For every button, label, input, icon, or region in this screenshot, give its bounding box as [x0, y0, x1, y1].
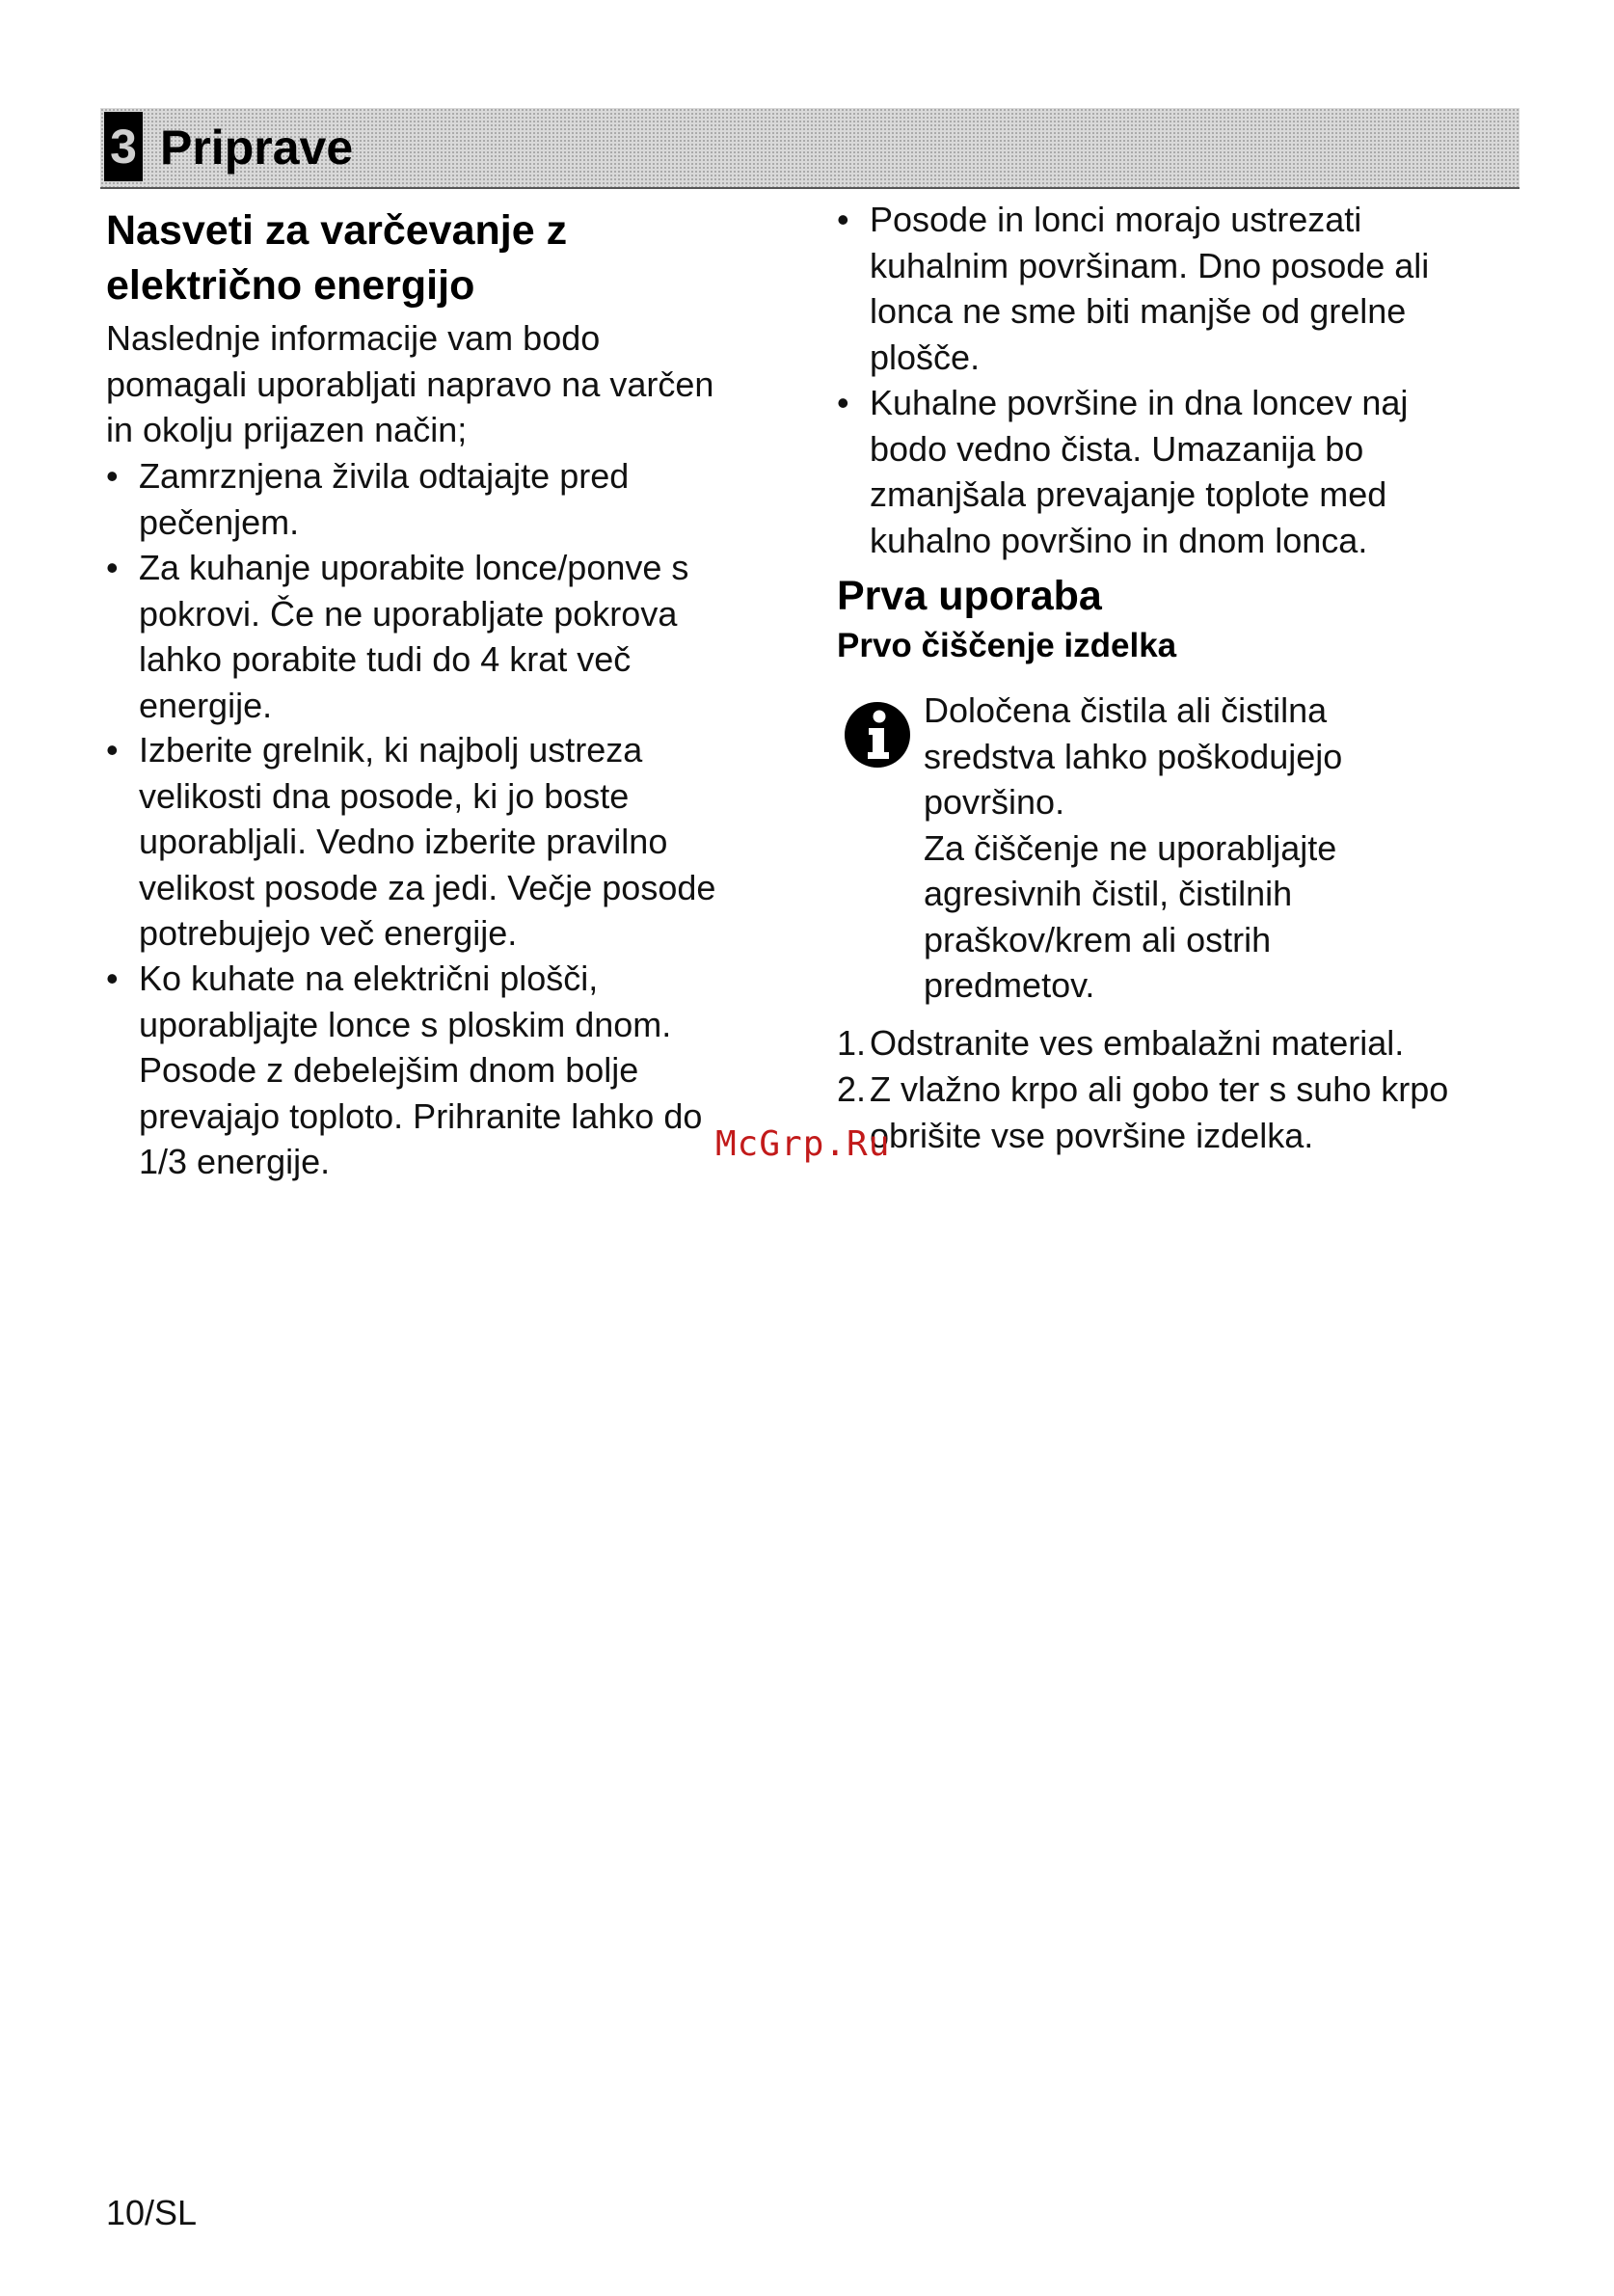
chapter-number: 3: [104, 112, 143, 181]
text-line: lahko porabite tudi do 4 krat več: [139, 639, 632, 679]
text-line: potrebujejo več energije.: [139, 913, 518, 953]
bullet-marker: •: [837, 383, 849, 422]
text-line: agresivnih čistil, čistilnih: [924, 874, 1293, 913]
list-item: [837, 380, 1531, 563]
heading-line: Nasveti za varčevanje z: [106, 207, 568, 254]
text-line: velikosti dna posode, ki jo boste: [139, 775, 630, 816]
text-line: Izberite grelnik, ki najbolj ustreza: [139, 730, 643, 770]
chapter-title: Priprave: [160, 121, 354, 175]
text-line: praškov/krem ali ostrih: [924, 919, 1272, 959]
text-line: 1/3 energije.: [139, 1142, 331, 1181]
bullet-marker: •: [106, 456, 119, 496]
section-heading-first-use: Prva uporaba: [837, 573, 1102, 619]
text-line: prevajajo toploto. Prihranite lahko do: [139, 1095, 703, 1136]
list-item: [106, 727, 800, 957]
list-item: [106, 956, 800, 1185]
text-line: lonca ne sme biti manjše od grelne: [870, 291, 1407, 331]
text-line: uporabljali. Vedno izberite pravilno: [139, 822, 668, 861]
text-line: Naslednje informacije vam bodo: [106, 318, 601, 358]
text-line: Ko kuhate na električni plošči,: [139, 959, 599, 998]
text-line: energije.: [139, 685, 273, 725]
list-item: [106, 453, 800, 545]
list-item: [837, 1020, 1531, 1067]
text-line: bodo vedno čista. Umazanija bo: [870, 428, 1364, 469]
info-icon: [843, 700, 912, 770]
text-line: plošče.: [870, 337, 981, 377]
page-number: 10/SL: [106, 2193, 198, 2232]
text-line: Posode z debelejšim dnom bolje: [139, 1050, 639, 1090]
text-line: kuhalnim površinam. Dno posode ali: [870, 245, 1430, 285]
text-line: površino.: [924, 782, 1065, 822]
bullet-marker: •: [837, 200, 849, 239]
info-note: [924, 688, 1502, 1009]
subsection-heading-cleaning: Prvo čiščenje izdelka: [837, 627, 1177, 664]
text-line: velikost posode za jedi. Večje posode: [139, 867, 716, 907]
watermark: McGrp.Ru: [715, 1124, 891, 1164]
step-number: 1.: [837, 1023, 867, 1063]
list-item: [106, 545, 800, 728]
intro-paragraph: [106, 315, 781, 453]
text-line: Zamrznjena živila odtajajte pred: [139, 456, 630, 496]
text-line: pečenjem.: [139, 501, 300, 542]
text-line: Z vlažno krpo ali gobo ter s suho krpo: [870, 1069, 1449, 1109]
text-line: zmanjšala prevajanje toplote med: [870, 474, 1387, 514]
text-line: sredstva lahko poškodujejo: [924, 736, 1343, 776]
text-line: predmetov.: [924, 965, 1095, 1005]
text-line: Določena čistila ali čistilna: [924, 690, 1328, 730]
heading-line: električno energijo: [106, 262, 475, 309]
text-line: Kuhalne površine in dna loncev naj: [870, 383, 1409, 422]
step-number: 2.: [837, 1069, 867, 1109]
text-line: uporabljajte lonce s ploskim dnom.: [139, 1004, 672, 1044]
text-line: Za čiščenje ne uporabljajte: [924, 827, 1337, 868]
text-line: obrišite vse površine izdelka.: [870, 1115, 1314, 1155]
section-heading-energy: [106, 203, 567, 313]
text-line: in okolju prijazen način;: [106, 410, 468, 449]
text-line: Posode in lonci morajo ustrezati: [870, 200, 1362, 239]
list-item: [837, 1067, 1531, 1158]
list-item: [837, 197, 1531, 380]
bullet-marker: •: [106, 730, 119, 770]
text-line: pomagali uporabljati napravo na varčen: [106, 364, 714, 404]
text-line: kuhalno površino in dnom lonca.: [870, 520, 1368, 560]
text-line: pokrovi. Če ne uporabljate pokrova: [139, 593, 678, 634]
text-line: Za kuhanje uporabite lonce/ponve s: [139, 548, 689, 587]
text-line: Odstranite ves embalažni material.: [870, 1023, 1405, 1063]
bullet-marker: •: [106, 548, 119, 587]
chapter-header: [100, 108, 1520, 189]
bullet-marker: •: [106, 959, 119, 998]
